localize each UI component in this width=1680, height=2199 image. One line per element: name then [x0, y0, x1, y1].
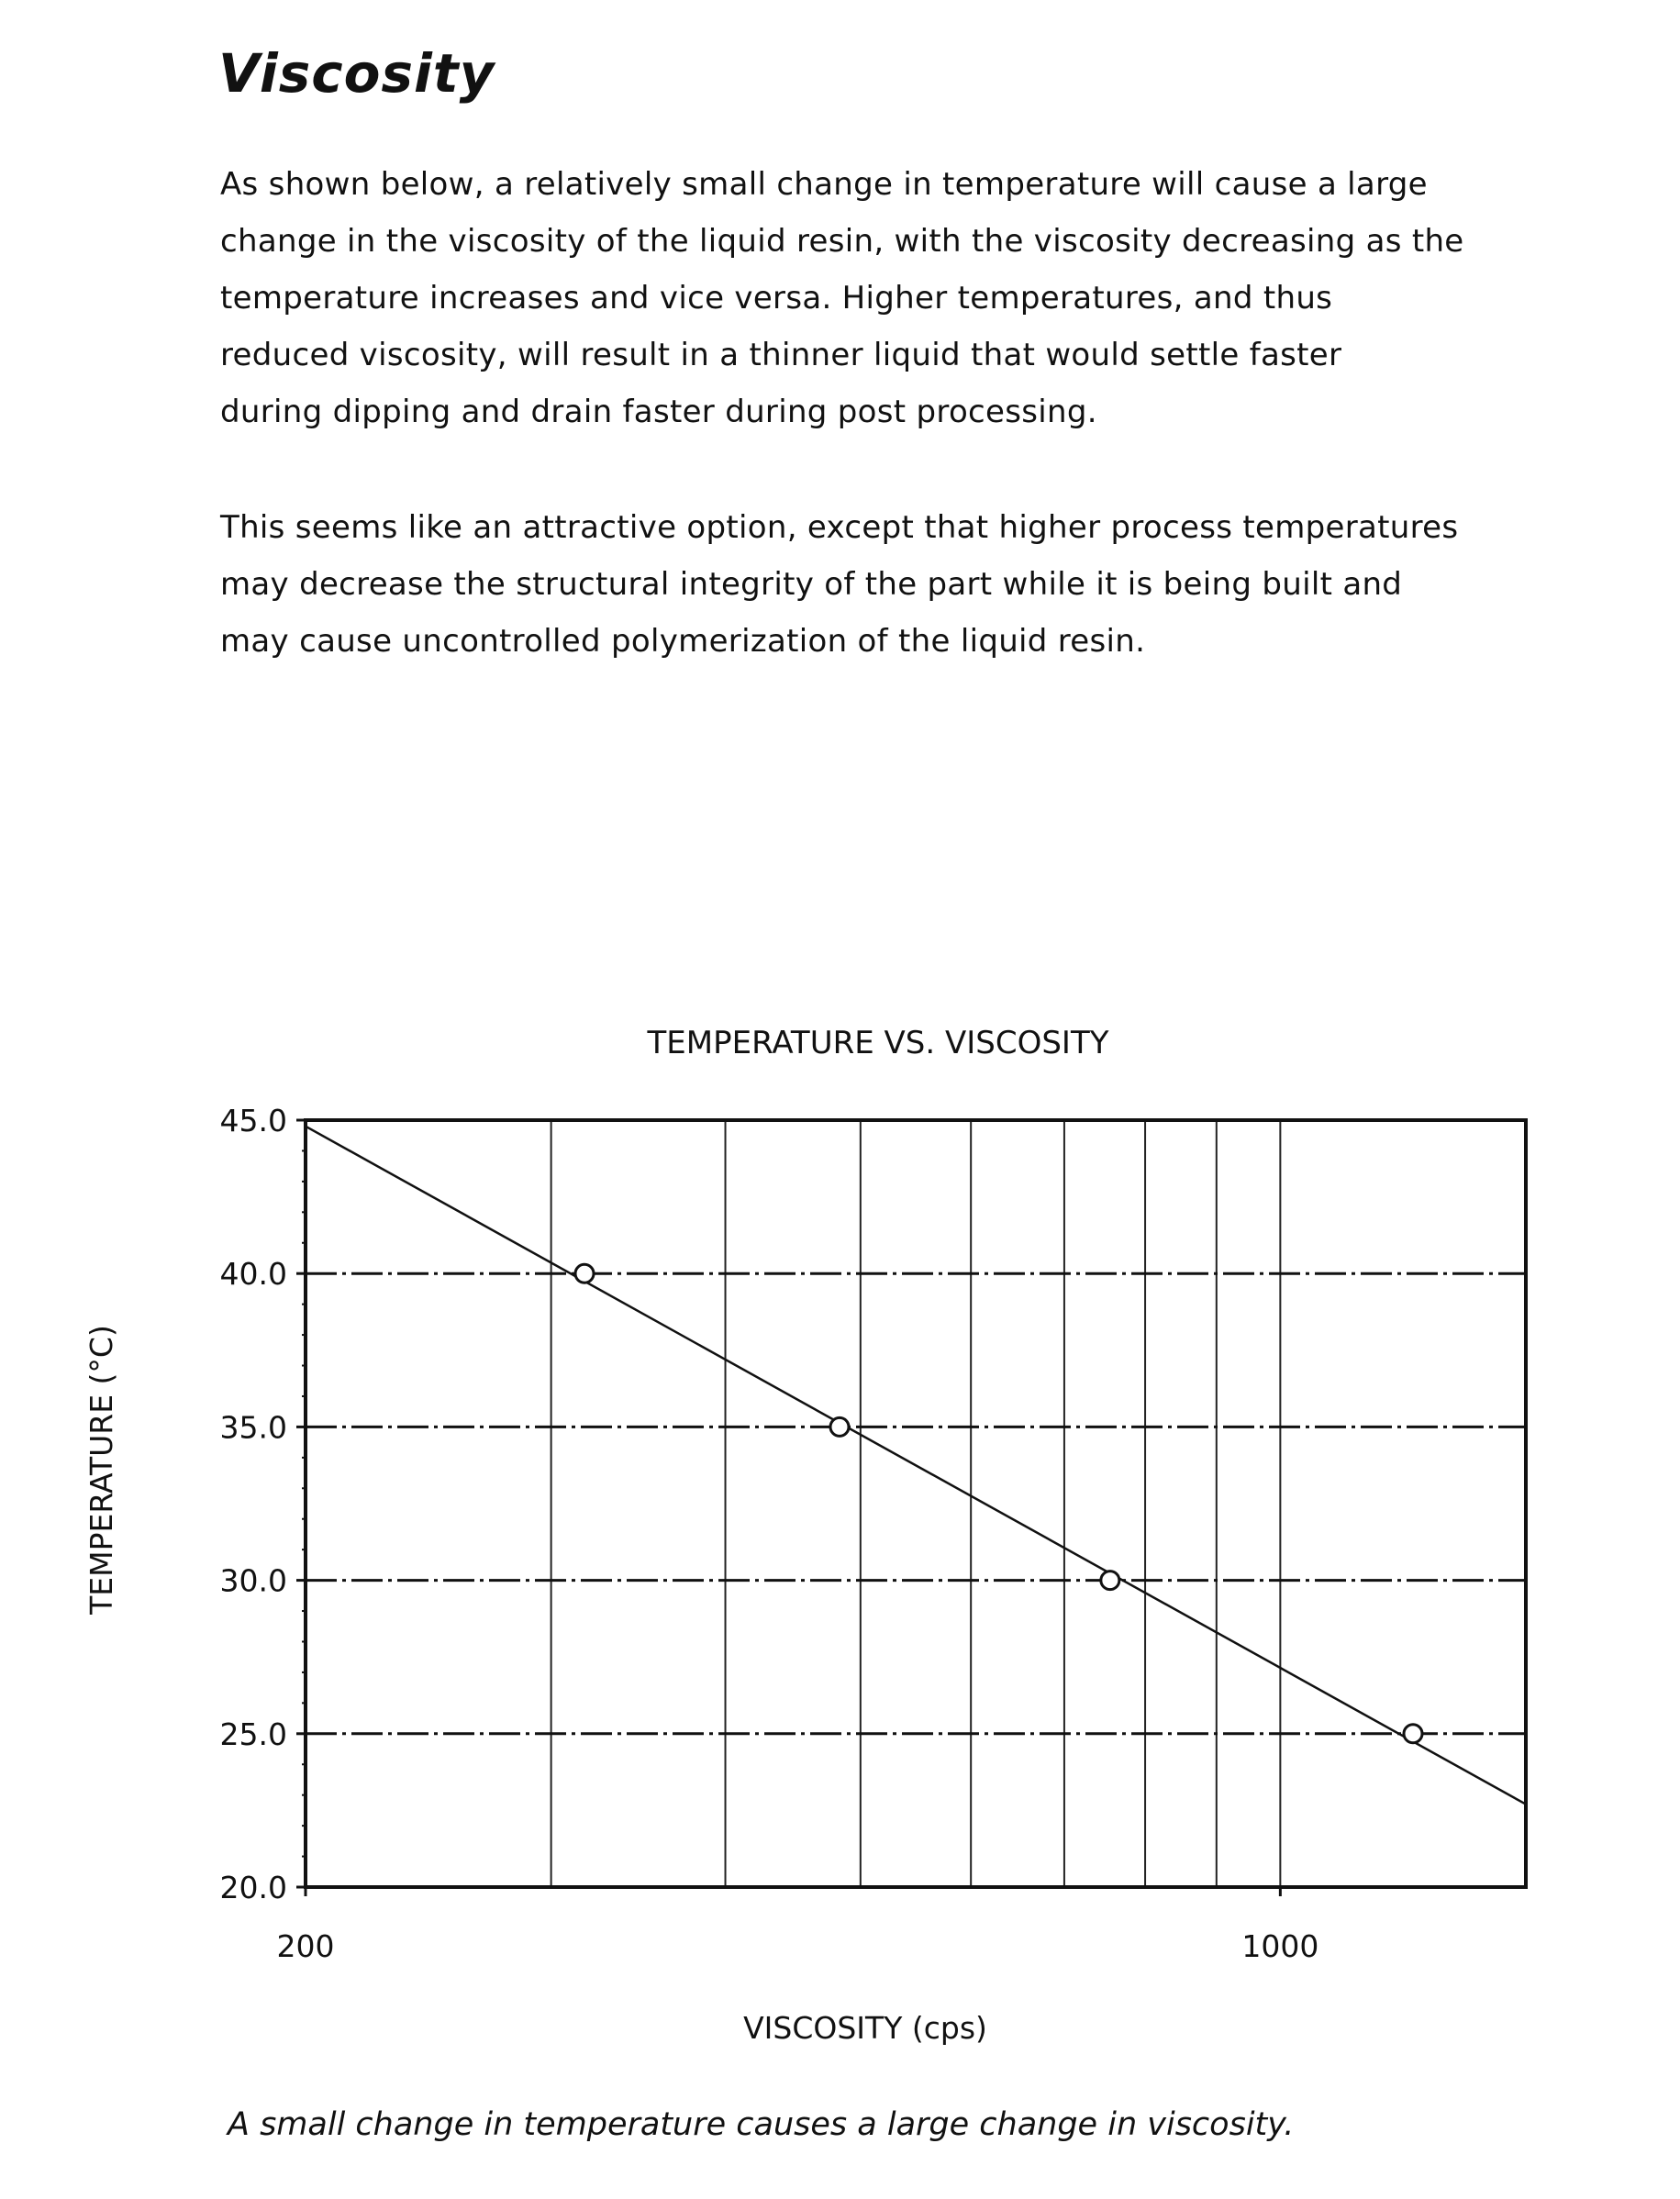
data-point [575, 1264, 594, 1283]
data-point [1404, 1725, 1422, 1743]
y-axis-label: TEMPERATURE (°C) [83, 1325, 119, 1616]
figure-caption: A small change in temperature causes a large change in viscosity. [228, 2106, 1294, 2143]
chart-title: TEMPERATURE VS. VISCOSITY [647, 1025, 1109, 1061]
temperature-viscosity-chart [0, 0, 1680, 2199]
y-tick-label: 30.0 [220, 1563, 287, 1599]
paragraph-line: may decrease the structural integrity of the part while it is being built and [220, 556, 1458, 613]
paragraph-line: may cause uncontrolled polymerization of the liquid resin. [220, 613, 1458, 670]
data-point [1101, 1572, 1119, 1590]
paragraph-line: change in the viscosity of the liquid resin, with the viscosity decreasing as the [220, 213, 1464, 270]
y-tick-label: 35.0 [220, 1409, 287, 1445]
data-point [830, 1417, 849, 1436]
paragraph-line: As shown below, a relatively small change in temperature will cause a large [220, 156, 1464, 213]
y-tick-label: 40.0 [220, 1256, 287, 1292]
x-axis-label: VISCOSITY (cps) [743, 2010, 987, 2046]
paragraph-line: during dipping and drain faster during post processing. [220, 383, 1464, 440]
paragraph-line: This seems like an attractive option, except that higher process temperatures [220, 499, 1458, 556]
page [0, 0, 1680, 2199]
section-heading: Viscosity [218, 42, 495, 105]
fit-line [306, 1127, 1526, 1805]
x-tick-label: 1000 [1241, 1928, 1318, 1964]
y-tick-label: 20.0 [220, 1870, 287, 1905]
paragraph-line: temperature increases and vice versa. Higher temperatures, and thus [220, 270, 1464, 327]
plot-frame [306, 1120, 1526, 1887]
y-tick-label: 25.0 [220, 1716, 287, 1752]
y-tick-label: 45.0 [220, 1103, 287, 1138]
paragraph-line: reduced viscosity, will result in a thinner liquid that would settle faster [220, 327, 1464, 383]
x-tick-label: 200 [277, 1928, 335, 1964]
